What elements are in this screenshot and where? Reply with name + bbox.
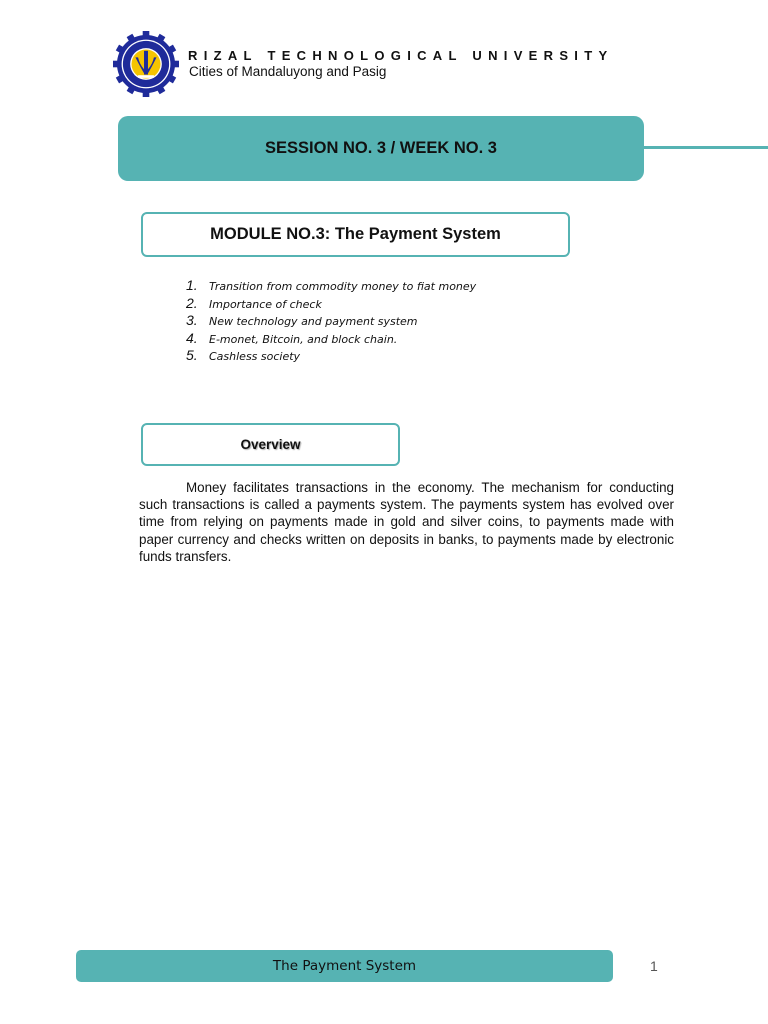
overview-paragraph: Money facilitates transactions in the economy. The mechanism for conducting such transactions is called a payments system. The payments system has evolved over time from relying on payments made in gold and silver coins, to payments made with paper currency and checks written on deposits in banks, to payments made by electronic funds transfers. bbox=[139, 480, 674, 564]
module-title-box bbox=[141, 212, 570, 257]
list-item bbox=[186, 347, 476, 365]
university-name: RIZAL TECHNOLOGICAL UNIVERSITY bbox=[188, 48, 614, 63]
university-subtitle: Cities of Mandaluyong and Pasig bbox=[189, 64, 387, 79]
module-title: MODULE NO.3: The Payment System bbox=[210, 225, 501, 243]
footer-bar bbox=[76, 950, 613, 982]
list-item-number: 1. bbox=[186, 277, 198, 293]
list-item bbox=[186, 330, 476, 348]
list-item-label: E-monet, Bitcoin, and block chain. bbox=[209, 332, 398, 346]
list-item bbox=[186, 312, 476, 330]
list-item-label: Cashless society bbox=[209, 350, 301, 364]
list-item bbox=[186, 295, 476, 313]
list-item-number: 2. bbox=[186, 294, 198, 311]
university-seal-icon bbox=[113, 31, 179, 97]
list-item-number: 5. bbox=[186, 347, 198, 364]
list-item-number: 4. bbox=[186, 329, 198, 346]
list-item-label: Importance of check bbox=[209, 297, 322, 311]
banner-divider-line bbox=[644, 146, 768, 149]
session-title: SESSION NO. 3 / WEEK NO. 3 bbox=[265, 139, 497, 157]
list-item bbox=[186, 277, 476, 295]
overview-heading-box bbox=[141, 423, 400, 466]
session-banner bbox=[118, 116, 644, 181]
page-number: 1 bbox=[650, 958, 658, 974]
topic-list bbox=[186, 277, 476, 365]
list-item-label: Transition from commodity money to fiat money bbox=[209, 280, 477, 293]
list-item-label: New technology and payment system bbox=[209, 315, 418, 329]
overview-heading: Overview bbox=[240, 437, 301, 452]
list-item-number: 3. bbox=[186, 312, 198, 329]
footer-title: The Payment System bbox=[272, 958, 417, 974]
